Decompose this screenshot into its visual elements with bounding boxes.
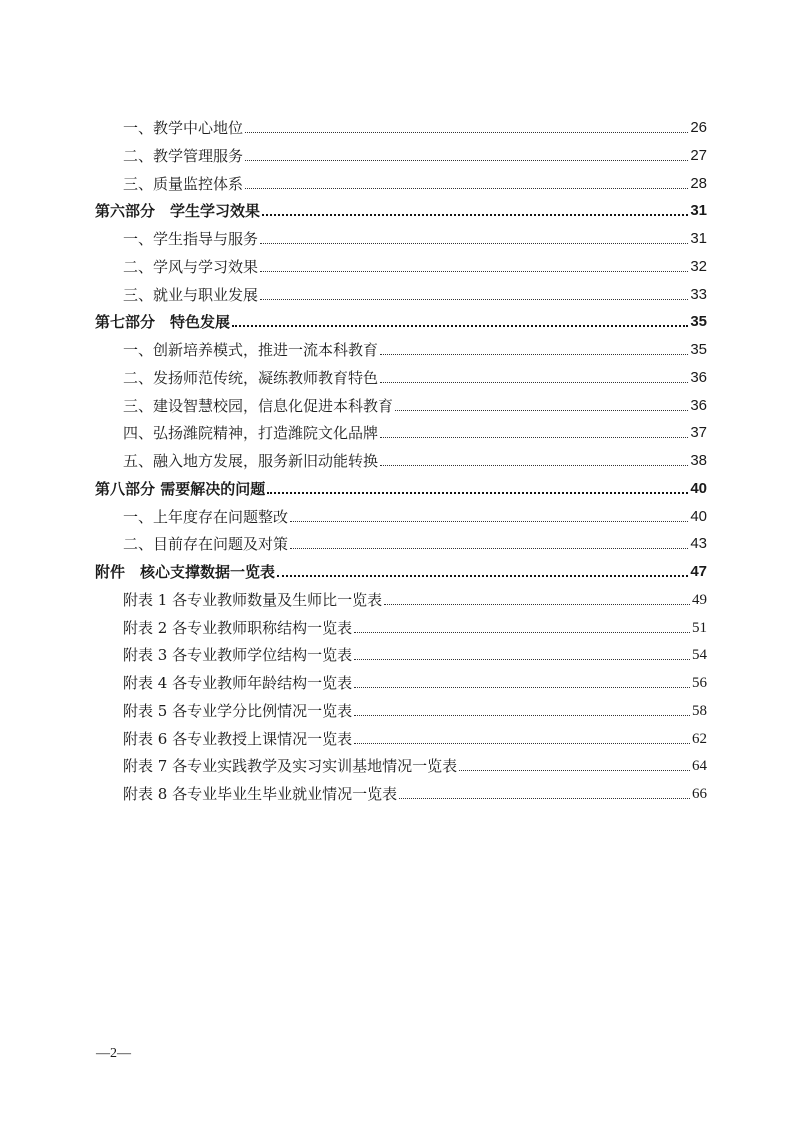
toc-entry-title: 附表 1 各专业教师数量及生师比一览表 [123,590,383,609]
toc-entry-page: 32 [690,257,707,275]
toc-entry-page: 37 [690,424,707,442]
dot-leader [232,325,688,327]
toc-entry-page: 26 [690,119,707,136]
dot-leader [380,354,688,355]
toc-entry-page: 28 [690,174,707,192]
toc-section-entry[interactable] [95,195,707,221]
toc-entry-title: 一、创新培养模式，推进一流本科教育 [123,341,379,359]
toc-entry-title: 附表 6 各专业教授上课情况一览表 [123,729,353,748]
dot-leader [260,243,688,244]
toc-entry-title: 第六部分 学生学习效果 [95,202,261,221]
toc-entry-page: 40 [690,479,707,497]
dot-leader [245,160,688,161]
toc-entry-title: 第八部分 需要解决的问题 [95,479,266,498]
toc-section-entry[interactable] [95,556,707,582]
toc-entry-title: 附表 3 各专业教师学位结构一览表 [123,646,353,665]
dot-leader [384,604,690,605]
toc-entry-page: 35 [690,313,707,331]
toc-entry-page: 31 [690,230,707,247]
toc-subsection-entry[interactable] [123,501,707,527]
toc-entry-title: 三、质量监控体系 [123,174,244,193]
dot-leader [354,743,690,744]
dot-leader [459,770,690,771]
toc-subsection-entry[interactable] [123,445,707,471]
toc-appendix-entry[interactable] [123,584,707,610]
toc-subsection-entry[interactable] [123,251,707,277]
toc-entry-page: 33 [690,285,707,303]
dot-leader [277,575,688,577]
toc-entry-page: 54 [692,647,707,664]
toc-entry-title: 附表 2 各专业教师职称结构一览表 [123,618,353,637]
toc-entry-title: 附表 4 各专业教师年龄结构一览表 [123,674,353,692]
toc-section-entry[interactable] [95,473,707,499]
dot-leader [354,715,690,716]
toc-appendix-entry[interactable] [123,695,707,721]
toc-entry-page: 35 [690,341,707,358]
toc-entry-title: 三、建设智慧校园，信息化促进本科教育 [123,396,394,415]
toc-appendix-entry[interactable] [123,612,707,638]
dot-leader [399,798,690,799]
toc-entry-title: 二、发扬师范传统，凝练教师教育特色 [123,368,379,387]
toc-entry-title: 一、上年度存在问题整改 [123,507,289,526]
toc-entry-title: 附件 核心支撑数据一览表 [95,563,276,581]
toc-entry-title: 附表 5 各专业学分比例情况一览表 [123,701,353,720]
toc-entry-page: 51 [692,619,707,636]
toc-appendix-entry[interactable] [123,750,707,776]
toc-entry-page: 27 [690,146,707,164]
toc-entry-page: 47 [690,563,707,580]
toc-entry-page: 36 [690,396,707,414]
toc-subsection-entry[interactable] [123,279,707,305]
toc-entry-title: 第七部分 特色发展 [95,313,231,332]
toc-entry-page: 36 [690,368,707,386]
toc-subsection-entry[interactable] [123,223,707,249]
page-number: —2— [96,1046,131,1061]
toc-entry-title: 一、学生指导与服务 [123,230,259,248]
dot-leader [354,687,690,688]
dot-leader [354,632,690,633]
dot-leader [380,437,688,438]
dot-leader [354,659,690,660]
dot-leader [260,299,688,300]
toc-subsection-entry[interactable] [123,334,707,360]
dot-leader [395,410,688,411]
dot-leader [267,492,688,494]
toc-entry-title: 五、融入地方发展，服务新旧动能转换 [123,452,379,470]
dot-leader [380,465,688,466]
dot-leader [245,188,688,189]
toc-entry-title: 二、教学管理服务 [123,146,244,165]
dot-leader [260,271,688,272]
toc-appendix-entry[interactable] [123,778,707,804]
toc-entry-page: 66 [692,786,707,802]
toc-entry-page: 31 [690,202,707,220]
dot-leader [380,382,688,383]
toc-subsection-entry[interactable] [123,168,707,194]
toc-entry-title: 二、目前存在问题及对策 [123,535,289,554]
toc-entry-page: 40 [690,507,707,525]
toc-entry-title: 附表 7 各专业实践教学及实习实训基地情况一览表 [123,757,458,776]
toc-entry-page: 49 [692,591,707,608]
toc-entry-page: 64 [692,758,707,775]
dot-leader [245,132,688,133]
toc-subsection-entry[interactable] [123,112,707,138]
toc-section-entry[interactable] [95,306,707,332]
toc-subsection-entry[interactable] [123,140,707,166]
toc-appendix-entry[interactable] [123,639,707,665]
toc-entry-page: 62 [692,730,707,747]
toc-subsection-entry[interactable] [123,362,707,388]
toc-entry-page: 56 [692,675,707,691]
toc-entry-title: 二、学风与学习效果 [123,257,259,276]
toc-entry-page: 38 [690,452,707,469]
toc-entry-page: 58 [692,702,707,719]
dot-leader [262,214,688,216]
toc-subsection-entry[interactable] [123,528,707,554]
toc-appendix-entry[interactable] [123,723,707,749]
toc-entry-page: 43 [690,535,707,553]
toc-entry-title: 四、弘扬潍院精神，打造潍院文化品牌 [123,424,379,443]
toc-entry-title: 附表 8 各专业毕业生毕业就业情况一览表 [123,785,398,803]
dot-leader [290,521,688,522]
dot-leader [290,548,688,549]
toc-subsection-entry[interactable] [123,417,707,443]
toc-appendix-entry[interactable] [123,667,707,693]
toc-entry-title: 三、就业与职业发展 [123,285,259,304]
toc-entry-title: 一、教学中心地位 [123,119,244,137]
toc-subsection-entry[interactable] [123,390,707,416]
